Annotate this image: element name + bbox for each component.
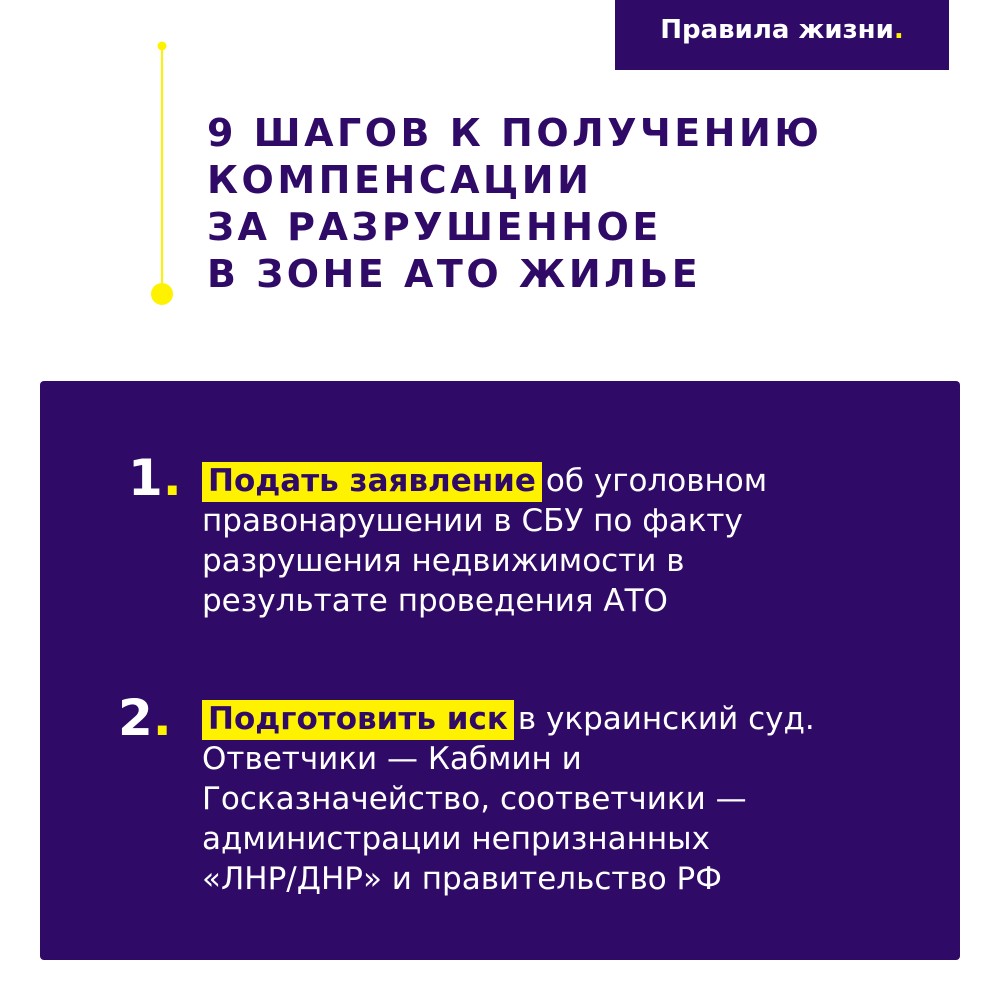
step-text-line: «ЛНР/ДНР» и правительство РФ — [202, 861, 722, 897]
step-text-line: Ответчики — Кабмин и — [202, 741, 582, 777]
brand-badge — [615, 0, 949, 70]
step-text-line: администрации непризнанных — [202, 821, 710, 857]
step-number-value: 2 — [118, 689, 153, 747]
step-text-line: разрушения недвижимости в — [202, 543, 685, 579]
step-number-dot: . — [152, 689, 172, 747]
step-text-line: правонарушении в СБУ по факту — [202, 503, 743, 539]
step-text-line — [202, 699, 815, 739]
step-highlight: Подготовить иск — [202, 700, 514, 740]
step-number-dot: . — [162, 449, 182, 507]
step-first-line-rest: в украинский суд. — [517, 701, 815, 737]
step-text-line — [202, 461, 767, 501]
title-line: ЗА РАЗРУШЕННОЕ — [207, 205, 662, 249]
timeline-top-dot — [158, 42, 167, 51]
page-title — [207, 110, 907, 298]
title-line: КОМПЕНСАЦИИ — [207, 158, 593, 202]
step-highlight: Подать заявление — [202, 462, 542, 502]
title-line: В ЗОНЕ АТО ЖИЛЬЕ — [207, 252, 702, 296]
step-text — [202, 699, 815, 899]
timeline-bottom-dot — [151, 283, 173, 305]
title-line: 9 ШАГОВ К ПОЛУЧЕНИЮ — [207, 111, 823, 155]
step-number — [118, 689, 172, 747]
step-text-line: результате проведения АТО — [202, 583, 668, 619]
step-number — [128, 449, 182, 507]
step-number-value: 1 — [128, 449, 163, 507]
step-text — [202, 461, 767, 621]
brand-label: Правила жизни — [660, 15, 894, 45]
timeline-decoration — [0, 0, 200, 320]
steps-card — [40, 381, 960, 960]
brand-dot: . — [893, 15, 904, 45]
step-text-line: Госказначейство, соответчики — — [202, 781, 747, 817]
step-first-line-rest: об уголовном — [545, 463, 768, 499]
